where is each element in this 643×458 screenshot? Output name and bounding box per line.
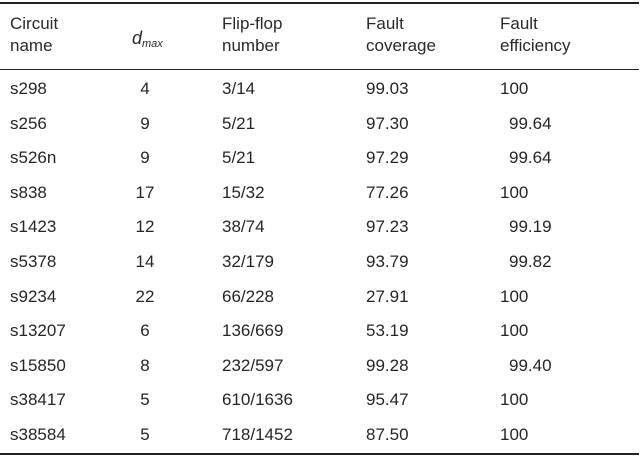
cell-fault-efficiency: 99.64 [509,113,552,133]
table-bottom-rule [0,453,639,455]
cell-dmax: 9 [140,148,150,168]
table-row [0,315,639,350]
table-body [0,73,639,454]
cell-fault-coverage: 95.47 [366,390,409,410]
table-row [0,246,639,281]
table-row [0,281,639,316]
header-fault-coverage: Fault coverage [366,14,436,55]
cell-dmax: 14 [135,251,155,271]
cell-dmax: 6 [140,321,150,341]
cell-circuit-name: s13207 [10,321,66,341]
cell-fault-coverage: 53.19 [366,321,409,341]
table-row [0,384,639,419]
cell-fault-efficiency: 100 [500,79,529,98]
cell-fault-efficiency: 100 [500,286,529,306]
cell-fault-efficiency: 100 [500,182,529,202]
cell-flipflop-number: 718/1452 [222,424,293,444]
cell-fault-coverage: 27.91 [366,286,409,306]
cell-dmax: 5 [140,424,150,444]
table-top-rule [0,2,639,4]
cell-flipflop-number: 610/1636 [222,390,293,410]
cell-dmax: 22 [135,286,155,306]
cell-fault-efficiency: 100 [500,424,529,444]
cell-fault-coverage: 97.29 [366,148,409,168]
header-fault-efficiency: Fault efficiency [500,14,571,55]
cell-dmax: 17 [135,182,155,202]
cell-circuit-name: s1423 [10,217,57,237]
cell-dmax: 5 [140,390,150,410]
table-row [0,108,639,143]
cell-circuit-name: s15850 [10,355,66,375]
cell-fault-coverage: 87.50 [366,424,409,444]
table-row [0,177,639,212]
cell-dmax: 8 [140,355,150,375]
header-flipflop-number: Flip-flop number [222,14,283,55]
cell-fault-coverage: 99.28 [366,355,409,375]
table-header-rule [0,69,639,70]
cell-dmax: 9 [140,113,150,133]
cell-fault-coverage: 97.30 [366,113,409,133]
header-dmax: $d_{max}$ [132,28,163,50]
cell-fault-coverage: 93.79 [366,251,409,271]
cell-fault-coverage: 97.23 [366,217,409,237]
cell-dmax: 12 [135,217,155,237]
cell-fault-efficiency: 99.64 [509,148,552,168]
table-row [0,142,639,177]
table-row [0,350,639,385]
cell-circuit-name: s838 [10,182,47,202]
cell-flipflop-number: 3/14 [222,79,256,98]
table-row [0,211,639,246]
cell-flipflop-number: 5/21 [222,113,256,133]
cell-circuit-name: s9234 [10,286,57,306]
table-row [0,73,639,108]
cell-flipflop-number: 136/669 [222,321,284,341]
cell-circuit-name: s38417 [10,390,66,410]
cell-fault-efficiency: 99.19 [509,217,552,237]
cell-flipflop-number: 15/32 [222,182,265,202]
cell-circuit-name: s5378 [10,251,57,271]
table-row [0,419,639,454]
cell-flipflop-number: 32/179 [222,251,274,271]
cell-circuit-name: s298 [10,79,47,98]
header-circuit-name: Circuit name [10,14,59,55]
cell-circuit-name: s526n [10,148,57,168]
cell-circuit-name: s38584 [10,424,66,444]
cell-dmax: 4 [140,79,150,98]
cell-fault-coverage: 99.03 [366,79,409,98]
cell-fault-efficiency: 99.82 [509,251,552,271]
cell-flipflop-number: 232/597 [222,355,284,375]
cell-flipflop-number: 5/21 [222,148,256,168]
cell-flipflop-number: 38/74 [222,217,265,237]
cell-circuit-name: s256 [10,113,47,133]
cell-fault-efficiency: 100 [500,390,529,410]
cell-fault-coverage: 77.26 [366,182,409,202]
table-header-row [0,6,639,68]
cell-flipflop-number: 66/228 [222,286,274,306]
cell-fault-efficiency: 99.40 [509,355,552,375]
cell-fault-efficiency: 100 [500,321,529,341]
